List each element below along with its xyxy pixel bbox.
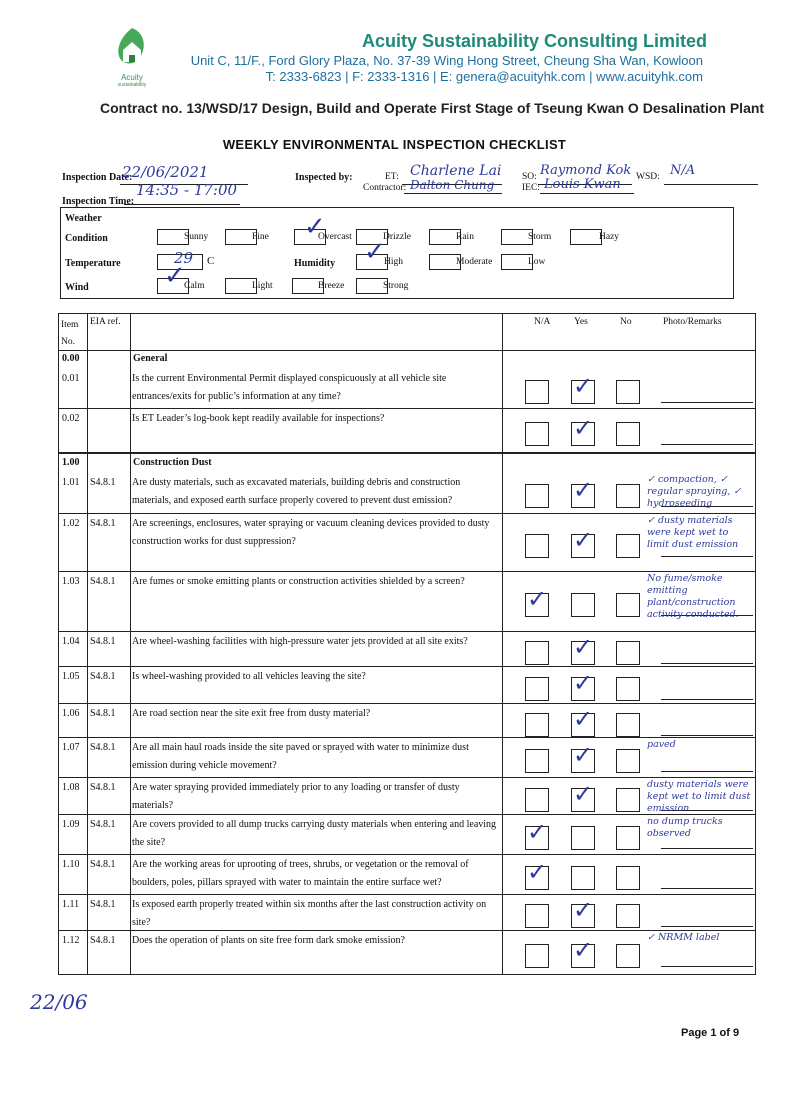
condition-label: Condition xyxy=(65,233,108,244)
leaf-house-icon xyxy=(103,24,161,70)
answer-no-checkbox[interactable] xyxy=(616,749,640,773)
remarks-line xyxy=(661,771,753,772)
row-question: Is exposed earth properly treated within six months after the last construction activity on site? xyxy=(132,899,487,928)
row-question: Does the operation of plants on site free form dark smoke emission? xyxy=(132,935,405,946)
row-item-number: 0.01 xyxy=(62,373,80,384)
answer-yes-tick: ✓ xyxy=(573,896,594,924)
inspection-time-line xyxy=(124,200,240,205)
answer-yes-tick: ✓ xyxy=(573,526,594,554)
answer-yes-tick: ✓ xyxy=(573,741,594,769)
row-item-number: 1.03 xyxy=(62,576,80,587)
answer-na-checkbox[interactable] xyxy=(525,904,549,928)
answer-na-checkbox[interactable] xyxy=(525,749,549,773)
row-eia-ref: S4.8.1 xyxy=(90,859,116,870)
wind-calm-tick: ✓ xyxy=(164,261,186,291)
section-title: Construction Dust xyxy=(133,457,212,468)
condition-sunny-label: Sunny xyxy=(184,232,209,242)
row-divider xyxy=(59,814,755,815)
row-remark: no dump trucks observed xyxy=(647,816,723,839)
humidity-moderate-label: Moderate xyxy=(456,257,493,267)
answer-na-checkbox[interactable] xyxy=(525,677,549,701)
row-question: Is the current Environmental Permit displayed conspicuously at all vehicle site entrances/exits for public’s information at any time? xyxy=(132,373,447,402)
row-item-number: 1.01 xyxy=(62,477,80,488)
answer-no-checkbox[interactable] xyxy=(616,713,640,737)
answer-yes-tick: ✓ xyxy=(573,476,594,504)
answer-yes-tick: ✓ xyxy=(573,414,594,442)
remarks-line xyxy=(661,444,753,445)
row-eia-ref: S4.8.1 xyxy=(90,782,116,793)
row-divider xyxy=(59,737,755,738)
weather-title: Weather xyxy=(65,213,102,224)
company-name: Acuity Sustainability Consulting Limited xyxy=(362,31,708,51)
condition-storm-label: Storm xyxy=(528,232,552,242)
answer-yes-tick: ✓ xyxy=(573,669,594,697)
iec-value: Louis Kwan xyxy=(544,177,621,192)
row-question: Are road section near the site exit free from dusty material? xyxy=(132,708,371,719)
temperature-unit: C xyxy=(207,255,215,267)
row-eia-ref: S4.8.1 xyxy=(90,742,116,753)
row-question: Are fumes or smoke emitting plants or construction activities shielded by a screen? xyxy=(132,576,465,587)
row-eia-ref: S4.8.1 xyxy=(90,636,116,647)
header-yes: Yes xyxy=(574,317,588,327)
row-item-number: 1.07 xyxy=(62,742,80,753)
overcast-tick: ✓ xyxy=(304,212,326,242)
row-eia-ref: S4.8.1 xyxy=(90,518,116,529)
inspection-date-label: Inspection Date: xyxy=(62,172,133,183)
humidity-high-label: High xyxy=(384,257,403,267)
row-item-number: 1.06 xyxy=(62,708,80,719)
company-logo xyxy=(103,24,161,88)
answer-no-checkbox[interactable] xyxy=(616,944,640,968)
row-question: Is wheel-washing provided to all vehicles leaving the site? xyxy=(132,671,366,682)
row-divider xyxy=(59,894,755,895)
answer-no-checkbox[interactable] xyxy=(616,380,640,404)
wsd-value: N/A xyxy=(670,163,696,178)
row-divider xyxy=(59,930,755,931)
header-na: N/A xyxy=(534,317,551,327)
row-item-number: 1.12 xyxy=(62,935,80,946)
answer-na-checkbox[interactable] xyxy=(525,641,549,665)
col-divider xyxy=(130,314,131,974)
row-eia-ref: S4.8.1 xyxy=(90,819,116,830)
answer-no-checkbox[interactable] xyxy=(616,641,640,665)
row-question: Are all main haul roads inside the site paved or sprayed with water to minimize dust emission during vehicle movement? xyxy=(132,742,469,771)
header-no: No xyxy=(620,317,632,327)
row-eia-ref: S4.8.1 xyxy=(90,671,116,682)
answer-no-checkbox[interactable] xyxy=(616,593,640,617)
wind-light-label: Light xyxy=(252,281,273,291)
header-item-no: Item No. xyxy=(61,320,79,347)
answer-na-tick: ✓ xyxy=(527,858,548,886)
row-remark: ✓ compaction, ✓ regular spraying, ✓ hydroseeding xyxy=(647,474,742,509)
row-item-number: 1.04 xyxy=(62,636,80,647)
remarks-line xyxy=(661,966,753,967)
row-eia-ref: S4.8.1 xyxy=(90,935,116,946)
row-question: Are wheel-washing facilities with high-pressure water jets provided at all site exits? xyxy=(132,636,468,647)
row-remark: dusty materials were kept wet to limit dust emission xyxy=(647,779,751,814)
row-eia-ref: S4.8.1 xyxy=(90,477,116,488)
row-divider xyxy=(59,513,755,514)
row-question: Are screenings, enclosures, water spraying or vacuum cleaning devices provided to dusty construction works for dust suppression? xyxy=(132,518,490,547)
answer-yes-checkbox[interactable] xyxy=(571,826,595,850)
wind-calm-label: Calm xyxy=(184,281,205,291)
humidity-low-label: Low xyxy=(528,257,546,267)
remarks-line xyxy=(661,663,753,664)
logo-text: Acuity xyxy=(121,73,143,82)
so-value: Raymond Kok xyxy=(540,163,632,178)
answer-na-checkbox[interactable] xyxy=(525,534,549,558)
page-number: Page 1 of 9 xyxy=(681,1027,740,1039)
row-question: Are covers provided to all dump trucks carrying dusty materials when entering and leaving the site? xyxy=(132,819,497,848)
answer-yes-checkbox[interactable] xyxy=(571,593,595,617)
answer-na-checkbox[interactable] xyxy=(525,422,549,446)
so-label: SO: xyxy=(522,172,537,182)
answer-na-tick: ✓ xyxy=(527,818,548,846)
row-remark: paved xyxy=(647,739,676,750)
row-question: Are water spraying provided immediately prior to any loading or transfer of dusty materials? xyxy=(132,782,460,811)
header-remarks: Photo/Remarks xyxy=(663,317,722,327)
remarks-line xyxy=(661,926,753,927)
answer-na-checkbox[interactable] xyxy=(525,788,549,812)
wind-label: Wind xyxy=(65,282,89,293)
inspection-time-value: 14:35 - 17:00 xyxy=(136,181,238,199)
row-question: Are dusty materials, such as excavated materials, building debris and construction materials, and exposed earth surface properly covered to prevent dust emission? xyxy=(132,477,461,506)
row-remark: ✓ NRMM label xyxy=(647,932,720,943)
humidity-high-tick: ✓ xyxy=(364,237,386,267)
row-divider xyxy=(59,854,755,855)
section-number: 0.00 xyxy=(62,353,80,364)
condition-hazy-label: Hazy xyxy=(599,232,620,242)
contractor-label: Contractor: xyxy=(363,183,407,193)
row-item-number: 1.09 xyxy=(62,819,80,830)
answer-na-checkbox[interactable] xyxy=(525,944,549,968)
row-item-number: 1.02 xyxy=(62,518,80,529)
answer-no-checkbox[interactable] xyxy=(616,534,640,558)
row-divider xyxy=(59,631,755,632)
et-value: Charlene Lai xyxy=(410,163,502,179)
row-divider xyxy=(59,571,755,572)
row-item-number: 1.10 xyxy=(62,859,80,870)
iec-label: IEC: xyxy=(522,183,540,193)
section-number: 1.00 xyxy=(62,457,80,468)
logo-subtext: sustainability xyxy=(117,82,147,88)
remarks-line xyxy=(661,556,753,557)
answer-na-checkbox[interactable] xyxy=(525,713,549,737)
handwritten-date: 22/06 xyxy=(30,990,88,1014)
row-divider xyxy=(59,666,755,667)
inspection-time-label: Inspection Time: xyxy=(62,196,135,207)
answer-na-checkbox[interactable] xyxy=(525,484,549,508)
company-contact: T: 2333-6823 | F: 2333-1316 | E: genera@acuityhk.com | www.acuityhk.com xyxy=(265,69,703,84)
condition-rain-label: Rain xyxy=(456,232,474,242)
remarks-line xyxy=(661,699,753,700)
col-divider xyxy=(502,314,503,974)
wsd-line xyxy=(664,178,758,185)
row-item-number: 0.02 xyxy=(62,413,80,424)
answer-na-tick: ✓ xyxy=(527,585,548,613)
remarks-line xyxy=(661,735,753,736)
answer-yes-tick: ✓ xyxy=(573,705,594,733)
inspection-date-value: 22/06/2021 xyxy=(122,163,209,181)
answer-yes-tick: ✓ xyxy=(573,372,594,400)
condition-hazy-checkbox[interactable] xyxy=(570,229,602,245)
answer-yes-tick: ✓ xyxy=(573,936,594,964)
col-divider xyxy=(87,314,88,974)
row-divider xyxy=(59,408,755,409)
condition-drizzle-label: Drizzle xyxy=(383,232,411,242)
wind-breeze-label: Breeze xyxy=(318,281,345,291)
condition-overcast-label: Overcast xyxy=(318,232,352,242)
row-remark: No fume/smoke emitting plant/construction activity conducted. xyxy=(647,573,739,620)
answer-na-checkbox[interactable] xyxy=(525,380,549,404)
row-remark: ✓ dusty materials were kept wet to limit dust emission xyxy=(647,515,739,550)
form-title: WEEKLY ENVIRONMENTAL INSPECTION CHECKLIST xyxy=(222,137,567,152)
checklist-table xyxy=(58,313,756,975)
answer-no-checkbox[interactable] xyxy=(616,826,640,850)
temperature-label: Temperature xyxy=(65,258,121,269)
answer-no-checkbox[interactable] xyxy=(616,788,640,812)
answer-no-checkbox[interactable] xyxy=(616,484,640,508)
answer-no-checkbox[interactable] xyxy=(616,904,640,928)
row-item-number: 1.08 xyxy=(62,782,80,793)
header-eia-ref: EIA ref. xyxy=(90,317,121,327)
remarks-line xyxy=(661,848,753,849)
row-divider xyxy=(59,777,755,778)
et-label: ET: xyxy=(385,172,399,182)
answer-yes-tick: ✓ xyxy=(573,633,594,661)
wsd-label: WSD: xyxy=(636,172,660,182)
humidity-label: Humidity xyxy=(294,258,336,269)
company-address: Unit C, 11/F., Ford Glory Plaza, No. 37-39 Wing Hong Street, Cheung Sha Wan, Kowloon xyxy=(190,53,703,68)
contract-title: Contract no. 13/WSD/17 Design, Build and Operate First Stage of Tseung Kwan O Desalination Plant xyxy=(100,100,765,116)
remarks-line xyxy=(661,402,753,403)
temperature-value: 29 xyxy=(174,249,194,267)
condition-fine-label: Fine xyxy=(252,232,269,242)
row-divider xyxy=(59,703,755,704)
row-eia-ref: S4.8.1 xyxy=(90,576,116,587)
row-eia-ref: S4.8.1 xyxy=(90,708,116,719)
row-question: Are the working areas for uprooting of trees, shrubs, or vegetation or the removal of boulders, poles, pillars sprayed with water to maintain the entire surface wet? xyxy=(132,859,469,888)
remarks-line xyxy=(661,888,753,889)
row-item-number: 1.05 xyxy=(62,671,80,682)
wind-strong-label: Strong xyxy=(383,281,409,291)
section-title: General xyxy=(133,353,168,364)
answer-no-checkbox[interactable] xyxy=(616,677,640,701)
inspected-by-label: Inspected by: xyxy=(295,172,353,183)
answer-no-checkbox[interactable] xyxy=(616,866,640,890)
contractor-value: Dalton Chung xyxy=(410,178,495,192)
row-question: Is ET Leader’s log-book kept readily available for inspections? xyxy=(132,413,385,424)
row-eia-ref: S4.8.1 xyxy=(90,899,116,910)
answer-yes-checkbox[interactable] xyxy=(571,866,595,890)
row-item-number: 1.11 xyxy=(62,899,80,910)
answer-no-checkbox[interactable] xyxy=(616,422,640,446)
answer-yes-tick: ✓ xyxy=(573,780,594,808)
